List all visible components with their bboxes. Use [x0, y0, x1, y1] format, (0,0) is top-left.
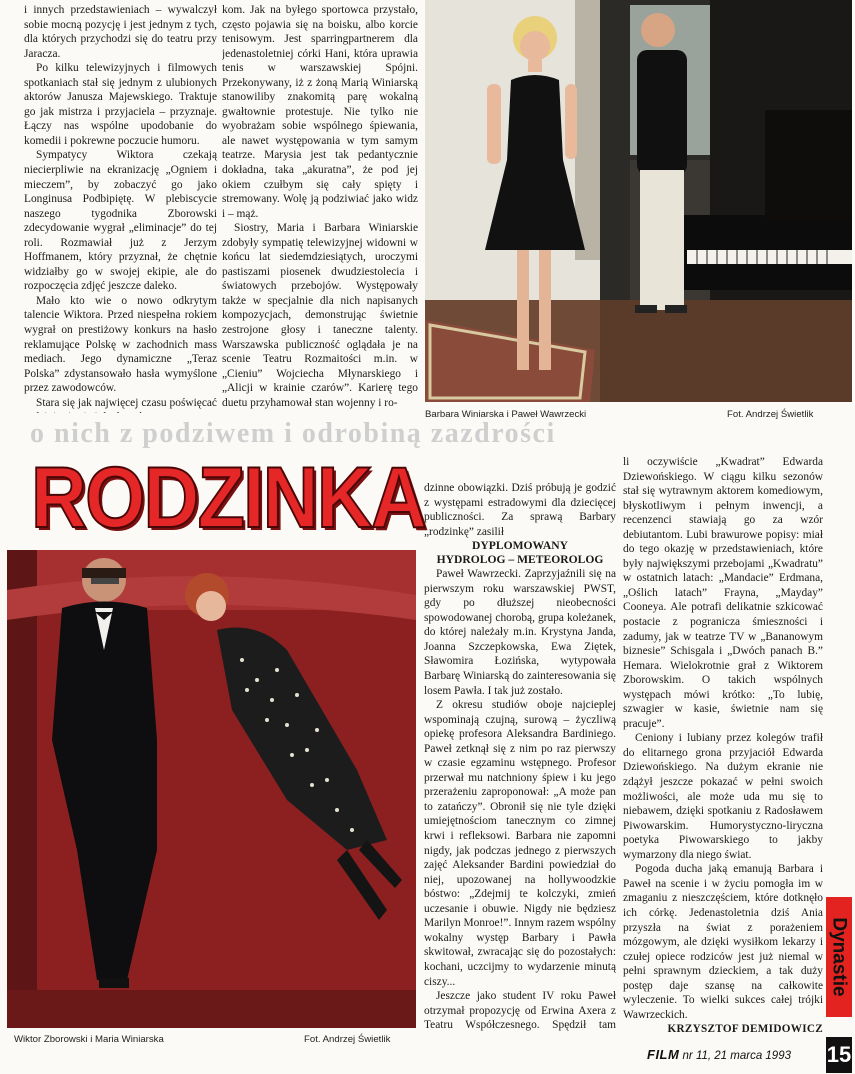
section-tab-text: Dynastie: [829, 917, 851, 997]
paragraph: i innych przedstawieniach – wywalczył sobie mocną pozycję i jest jednym z tych, dla których przychodzi się do teatru przy Jaracza.: [24, 4, 217, 60]
photo-credit-left: Fot. Andrzej Świetlik: [304, 1034, 391, 1045]
paragraph: Ceniony i lubiany przez kolegów trafił do elitarnego grona przyjaciół Edwarda Dziewońskiego. Na dużym ekranie nie zdążył jeszcze pokazać w pełni swoich możliwości, ale może uda mu się to niebawem, dzięki spotkaniu z Radosławem Piwowarskim. Humorystyczno-liryczna poetyka Piwowarskiego to jakby wymarzony dla niego świat.: [623, 732, 823, 861]
article-column-right: [623, 455, 823, 1035]
paragraph: dzinne obowiązki. Dziś próbują je godzić z występami estradowymi dla dziecięcej publiczności. Za sprawą Barbary „rodzinkę” zasilił: [424, 482, 616, 538]
article-column-top-1: [24, 3, 217, 413]
paragraph: Sympatycy Wiktora czekają niecierpliwie na ekranizację „Ogniem i mieczem”, by zobaczyć go jako Longinusa Podbipiętę. W plebiscycie naszego tygodnika Zborowski zdecydowanie wygrał „eliminacje” do tej roli. Rozmawiał już z Jerzym Hoffmanem, który przyznał, że chętnie widziałby go w swojej ekipie, ale do rozpoczęcia zdjęć jeszcze daleko.: [24, 149, 217, 293]
paragraph: Paweł Wawrzecki. Zaprzyjaźnili się na pierwszym roku warszawskiej PWST, gdy po dłuższej nieobecności spowodowanej chorobą, grupa koleżanek, do której należały m.in. Krystyna Janda, Joanna Szczepkowska, Ewa Ziętek, Sławomira Łozińska, wytypowała Barbarę Winiarską do zainteresowania się losem Pawła. I tak już zostało.: [424, 568, 616, 697]
photo-barbara-and-pawel: [425, 0, 852, 402]
section-heading-line-2: HYDROLOG – METEOROLOG: [436, 553, 604, 567]
paragraph: Stara się jak najwięcej czasu poświęcać: [36, 396, 217, 409]
paragraph: kom. Jak na byłego sportowca przystało, często pojawia się na boisku, albo korcie tenisowym. Jest sparringpartnerem dla jedenastoletniej córki Hani, która uprawia tenis w warszawskiej Spójni. Przekonywany, iż z żoną Marią Winiarską stanowiliby znakomitą parę wokalną gwałtownie protestuje. Nie tylko nie wyobrażam sobie wspólnego śpiewania, ale nawet występowania w tym samym teatrze. Marysia jest tak pedantycznie dokładna, taka „akuratna”, że pod jej okiem czułbym się cały spięty i stremowany. Wolę ją podziwiać jako widz i – mąż.: [222, 4, 418, 220]
section-tab-label: [826, 895, 852, 1019]
paragraph: Siostry, Maria i Barbara Winiarskie zdobyły sympatię telewizyjnej widowni w końcu lat siedemdziesiątych, uroczymi pastiszami piosenek dwudziestolecia i światowych przebojów. Występowały także w specjalnie dla nich napisanych kompozycjach, demonstrując świetnie zestrojone głosy i taneczne talenty. Warszawska publiczność oglądała je na scenie Teatru Rozmaitości m.in. w „Cieniu” Wojciecha Młynarskiego i „Alicji w krainie czarów”. Karierę tego duetu przyhamował stan wojenny i ro-: [222, 222, 418, 409]
article-column-top-2: [222, 3, 418, 413]
photo-caption-top: Barbara Winiarska i Paweł Wawrzecki: [425, 409, 587, 420]
paragraph: Pogoda ducha jaką emanują Barbara i Paweł na scenie i w życiu pomogła im w zmaganiu z nieszczęściem, które dotknęło ich córkę. Jedenastoletnia dziś Ania przyszła na świat z porażeniem mózgowym, ale dzięki wysiłkom lekarzy i czułej opiece rodziców jest już niemal w pełni sprawnym dzieckiem, a tak duży postęp daje szansę na całkowite wyleczenie. To wielki sukces całej trójki Wawrzeckich.: [623, 863, 823, 1021]
photo-caption-left: Wiktor Zborowski i Maria Winiarska: [14, 1034, 164, 1045]
article-column-mid: [424, 481, 616, 1033]
paragraph: Po kilku telewizyjnych i filmowych spotkaniach stał się jednym z ulubionych aktorów Janusza Majewskiego. Traktuje go jak mistrza i przyjaciela – przyznaje. Łączy nas wspólne upodobanie do komedii i pokrewne poczucie humoru.: [24, 62, 217, 147]
section-heading: [424, 539, 616, 567]
paragraph: Jeszcze jako student IV roku Paweł otrzymał propozycję od Erwina Axera z Teatru Współczesnego. Spędził tam: [424, 990, 616, 1032]
photo-illustration: [425, 0, 852, 402]
headline: RODZINKA: [31, 450, 426, 546]
page-number: 15: [826, 1042, 852, 1067]
paragraph: Z okresu studiów oboje najcieplej wspominają czujną, surową – życzliwą opiekę profesora Aleksandra Bardiniego. Paweł zetknął się z nim po raz pierwszy w czasie egzaminu wstępnego. Profesor przerwał mu natchniony śpiew i ku jego przerażeniu zaproponował: „A może pan to zatańczy”. Obronił się nie tyle dzięki umiejętnościom tanecznym co zimnej krwi i refleksowi. Barbara nie zapomni nigdy, jak podczas jednego z pierwszych zajęć Aleksander Bardini powiedział do niej, upozowanej na hollywoodzkie bóstwo: „Zdejmij te kolczyki, zmień uczesanie i obuwie. Nigdy nie będziesz Marilyn Monroe!”. Innym razem wspólny wokalny występ Barbary i Pawła skwitował, zwracając się do pozostałych: kochani, uczcijmy to wydarzenie minutą ciszy...: [424, 699, 616, 988]
issue-info: nr 11, 21 marca 1993: [682, 1050, 791, 1062]
page-footer: [647, 1047, 791, 1062]
section-heading-line-1: DYPLOMOWANY: [472, 539, 568, 553]
photo-credit-top: Fot. Andrzej Świetlik: [727, 409, 814, 420]
photo-wiktor-and-maria: [7, 550, 416, 1028]
paragraph: Mało kto wie o nowo odkrytym talencie Wiktora. Przed niespełna rokiem wygrał on prestiżowy konkurs na hasło reklamujące Polskę w zachodnich mass mediach. Jego dynamiczne „Teraz Polska” zdystansowało hasła wymyślone przez zawodowców.: [24, 294, 217, 395]
photo-illustration: [7, 550, 416, 1028]
subheadline: o nich z podziwem i odrobiną zazdrości: [30, 418, 556, 449]
magazine-name: FILM: [647, 1047, 680, 1062]
author-signature: KRZYSZTOF DEMIDOWICZ: [667, 1023, 823, 1035]
paragraph: li oczywiście „Kwadrat” Edwarda Dziewońskiego. W ciągu kilku sezonów stał się wytrawnym aktorem komediowym, błyskotliwym i pełnym inwencji, a recenzenci stawiają go za wzór debiutantom. Lubi brawurowe popisy: miał do tego okazję w przedstawieniach, które były największymi przebojami „Kwadratu” w ostatnich latach: „Mandacie” Erdmana, „Oślich latach” Frayna, „Mayday” Cooneya. Ale potrafi delikatnie szkicować postacie z pogranicza śmieszności i zadumy, jak w teatrze TV w „Bananowym biznesie” Schisgala i „Dwóch panach B.” Hemara. Wielokrotnie grał z Wiktorem Zborowskim. O takich wspólnych występach mówi krótko: „To lubię, szwagier w kasie, świetnie nam się pracuje”.: [623, 456, 823, 730]
page-number-box: [826, 1037, 852, 1073]
